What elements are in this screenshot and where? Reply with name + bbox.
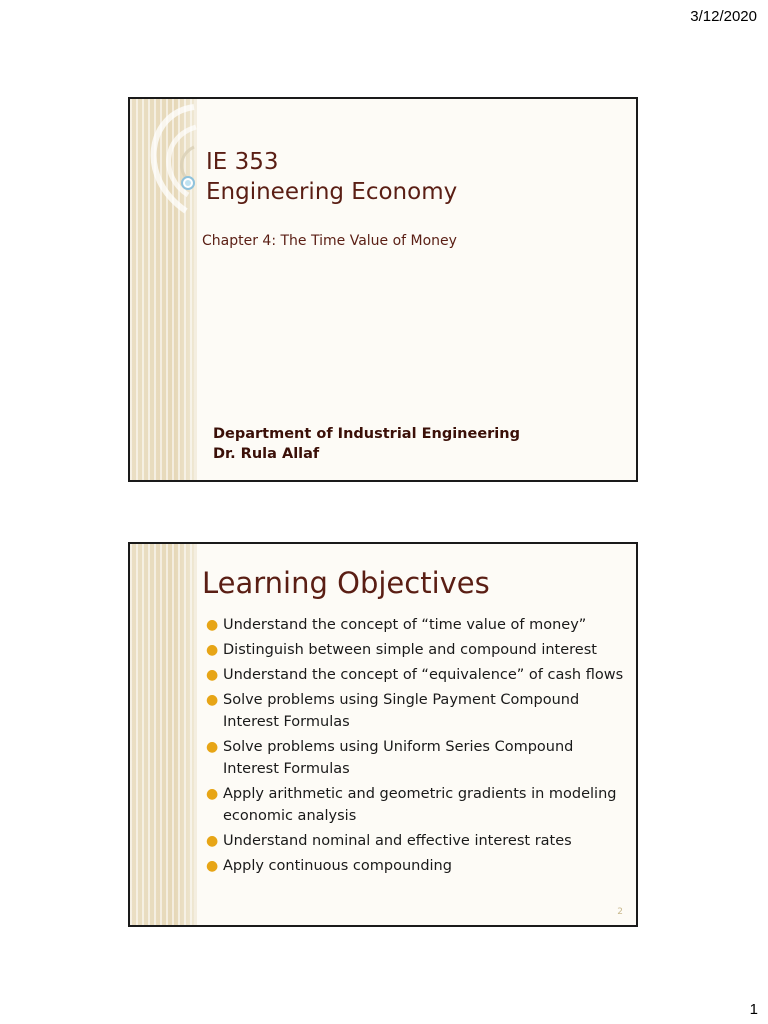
list-item-text: Understand the concept of “equivalence” of cash flows xyxy=(223,667,624,683)
objectives-list xyxy=(206,614,626,880)
author-block xyxy=(213,424,520,464)
page-date: 3/12/2020 xyxy=(690,8,757,25)
bullet-icon: ● xyxy=(206,692,219,708)
list-item xyxy=(206,830,626,852)
list-item xyxy=(206,855,626,877)
chapter-subtitle: Chapter 4: The Time Value of Money xyxy=(202,233,457,249)
instructor: Dr. Rula Allaf xyxy=(213,446,320,462)
bullet-icon: ● xyxy=(206,858,219,874)
objectives-slide xyxy=(128,542,638,927)
decorative-stripe xyxy=(130,544,194,925)
slide-title xyxy=(206,147,457,207)
list-item xyxy=(206,664,626,686)
department: Department of Industrial Engineering xyxy=(213,426,520,442)
list-item xyxy=(206,639,626,661)
bullet-icon: ● xyxy=(206,786,219,802)
list-item-text: Apply continuous compounding xyxy=(223,858,452,874)
bullet-icon: ● xyxy=(206,833,219,849)
bullet-icon: ● xyxy=(206,739,219,755)
list-item xyxy=(206,689,626,733)
course-code: IE 353 xyxy=(206,149,279,175)
list-item-text: Solve problems using Single Payment Compound Interest Formulas xyxy=(223,692,580,730)
slide-title: Learning Objectives xyxy=(202,566,490,600)
course-name: Engineering Economy xyxy=(206,179,458,205)
bullet-icon: ● xyxy=(206,642,219,658)
list-item xyxy=(206,736,626,780)
title-slide xyxy=(128,97,638,482)
list-item-text: Apply arithmetic and geometric gradients in modeling economic analysis xyxy=(223,786,617,824)
list-item xyxy=(206,783,626,827)
bullet-icon: ● xyxy=(206,617,219,633)
bullet-icon: ● xyxy=(206,667,219,683)
list-item-text: Distinguish between simple and compound interest xyxy=(223,642,597,658)
slide-number: 2 xyxy=(617,907,623,917)
list-item-text: Understand the concept of “time value of money” xyxy=(223,617,587,633)
list-item-text: Solve problems using Uniform Series Compound Interest Formulas xyxy=(223,739,574,777)
list-item xyxy=(206,614,626,636)
list-item-text: Understand nominal and effective interest rates xyxy=(223,833,572,849)
page-number: 1 xyxy=(749,1001,758,1018)
stripe-edge xyxy=(194,544,197,925)
